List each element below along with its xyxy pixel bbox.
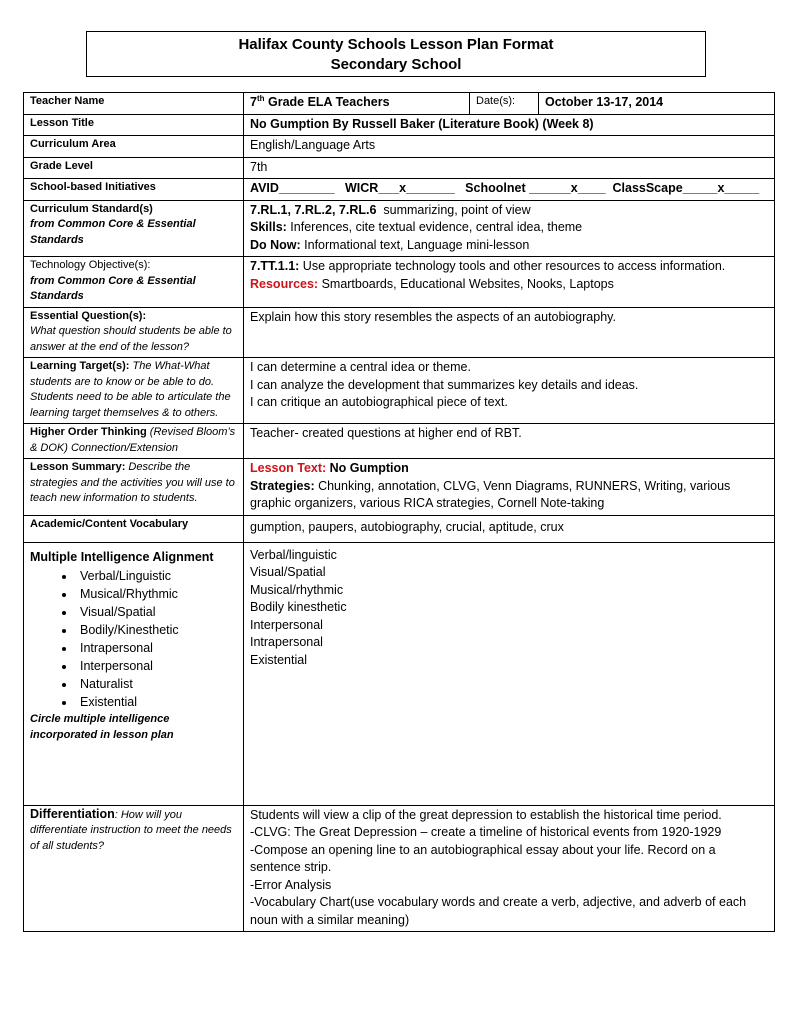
row-lesson-title [24,114,775,136]
teacher-name-label: Teacher Name [24,93,244,115]
learning-targets-label: Learning Target(s): [30,360,130,372]
page-subtitle: Secondary School [330,56,462,73]
higher-order-value: Teacher- created questions at higher end of RBT. [244,424,775,459]
essential-question-sublabel: What question should students be able to answer at the end of the lesson? [30,325,232,353]
technology-label-cell [24,257,244,308]
essential-question-label-cell [24,307,244,358]
row-learning-targets [24,358,775,424]
learning-targets-label-cell [24,358,244,424]
differentiation-line: -Vocabulary Chart(use vocabulary words and create a verb, adjective, and adverb of each noun with a similar meaning) [250,895,747,927]
mi-list-item: • Musical/Rhythmic [76,585,237,603]
row-multiple-intelligence [24,542,775,805]
standards-codes-line [250,202,768,220]
mi-label-cell [24,542,244,805]
skills-line [250,219,768,237]
mi-list [30,567,237,711]
lesson-title-label: Lesson Title [24,114,244,136]
standards-label: Curriculum Standard(s) [30,202,153,215]
mi-list-item: • Naturalist [76,675,237,693]
mi-list-item: • Existential [76,693,237,711]
initiatives-value: AVID________ WICR___x_______ Schoolnet ______x____ ClassScape_____x_____ [244,179,775,201]
mi-selected-cell [244,542,775,805]
mi-selected-item: Verbal/linguistic [250,547,337,562]
lesson-text-label: Lesson Text: [250,461,327,475]
donow-value: Informational text, Language mini-lesson [300,237,530,252]
standards-sublabel: from Common Core & Essential Standards [30,218,196,246]
resources-value: Smartboards, Educational Websites, Nooks, Laptops [318,276,614,291]
teacher-name-value [244,93,470,115]
vocabulary-value: gumption, paupers, autobiography, crucial, aptitude, crux [244,515,775,542]
strategies-value: Chunking, annotation, CLVG, Venn Diagrams, RUNNERS, Writing, various graphic organizers, various RICA strategies, Cornell Note-taking [250,478,731,510]
row-curriculum-area [24,136,775,158]
mi-label: Multiple Intelligence Alignment [30,549,214,564]
lesson-summary-label: Lesson Summary: [30,461,126,473]
row-standards [24,200,775,257]
mi-note: Circle multiple intelligence incorporated in lesson plan [30,713,174,741]
row-higher-order [24,424,775,459]
essential-question-label: Essential Question(s): [30,309,147,322]
lesson-summary-sublabel: Describe the strategies and the activities you will use to teach new information to students. [30,461,235,504]
mi-list-item: • Intrapersonal [76,639,237,657]
strategies-line [250,478,768,513]
differentiation-line: -Compose an opening line to an autobiographical essay about your life. Record on a sentence strip. [250,842,716,874]
learning-targets-value-cell [244,358,775,424]
mi-selected-item: Musical/rhythmic [250,582,344,597]
learning-target-item: I can determine a central idea or theme. [250,360,471,374]
title-box [86,31,706,77]
mi-selected-item: Interpersonal [250,617,323,632]
skills-label: Skills: [250,220,287,234]
differentiation-line: Students will view a clip of the great depression to establish the historical time period. [250,807,722,822]
standards-label-cell [24,200,244,257]
standards-value-cell [244,200,775,257]
strategies-label: Strategies: [250,478,315,493]
mi-list-item: • Interpersonal [76,657,237,675]
technology-code-desc: Use appropriate technology tools and other resources to access information. [299,259,726,273]
row-initiatives [24,179,775,201]
higher-order-label-cell [24,424,244,459]
differentiation-value-cell [244,805,775,932]
higher-order-label: Higher Order Thinking [30,426,147,438]
donow-label: Do Now: [250,237,301,252]
lesson-summary-label-cell [24,459,244,516]
curriculum-area-label: Curriculum Area [24,136,244,158]
date-label: Date(s): [470,93,539,115]
mi-selected-item: Intrapersonal [250,635,323,649]
resources-label: Resources: [250,276,319,291]
mi-list-item: • Visual/Spatial [76,603,237,621]
row-technology [24,257,775,308]
differentiation-line: -CLVG: The Great Depression – create a timeline of historical events from 1920-1929 [250,825,722,839]
higher-order-sublabel: (Revised Bloom’s & DOK) Connection/Extension [30,426,236,454]
standards-codes: 7.RL.1, 7.RL.2, 7.RL.6 [250,202,377,217]
technology-label: Technology Objective(s): [30,259,151,271]
technology-code: 7.TT.1.1: [250,259,300,273]
initiatives-label: School-based Initiatives [24,179,244,201]
lesson-text-value: No Gumption [326,461,409,475]
lesson-plan-table [23,92,775,932]
row-vocabulary [24,515,775,542]
mi-selected-item: Existential [250,652,307,667]
grade-level-label: Grade Level [24,157,244,179]
mi-list-item: • Bodily/Kinesthetic [76,621,237,639]
resources-line [250,276,768,294]
row-differentiation [24,805,775,932]
differentiation-line: -Error Analysis [250,877,332,892]
grade-suffix: th [256,93,265,103]
learning-target-item: I can critique an autobiographical piece of text. [250,395,508,409]
grade-number: 7 [250,95,257,109]
essential-question-value: Explain how this story resembles the aspects of an autobiography. [244,307,775,358]
row-lesson-summary [24,459,775,516]
differentiation-sublabel: : How will you differentiate instruction to meet the needs of all students? [30,808,232,852]
lesson-title-value: No Gumption By Russell Baker (Literature Book) (Week 8) [244,114,775,136]
date-value: October 13-17, 2014 [539,93,775,115]
row-teacher-name [24,93,775,115]
page-title: Halifax County Schools Lesson Plan Format [238,36,554,53]
lesson-summary-value-cell [244,459,775,516]
mi-selected-item: Visual/Spatial [250,565,326,579]
curriculum-area-value: English/Language Arts [244,136,775,158]
lesson-text-line [250,460,768,478]
donow-line [250,237,768,255]
row-grade-level [24,157,775,179]
skills-value: Inferences, cite textual evidence, central idea, theme [286,220,583,234]
grade-level-value: 7th [244,157,775,179]
mi-selected-item: Bodily kinesthetic [250,600,347,614]
technology-sublabel: from Common Core & Essential Standards [30,274,196,302]
standards-codes-desc: summarizing, point of view [376,202,531,217]
differentiation-label: Differentiation [30,806,115,821]
teacher-name-text: Grade ELA Teachers [264,95,390,109]
learning-target-item: I can analyze the development that summarizes key details and ideas. [250,377,639,392]
differentiation-label-cell [24,805,244,932]
vocabulary-label: Academic/Content Vocabulary [24,515,244,542]
technology-code-line [250,258,768,276]
technology-value-cell [244,257,775,308]
learning-targets-sublabel: The What-What students are to know or be able to do. Students need to be able to articulate the learning target themselves & to others. [30,360,231,419]
row-essential-question [24,307,775,358]
mi-list-item: • Verbal/Linguistic [76,567,237,585]
